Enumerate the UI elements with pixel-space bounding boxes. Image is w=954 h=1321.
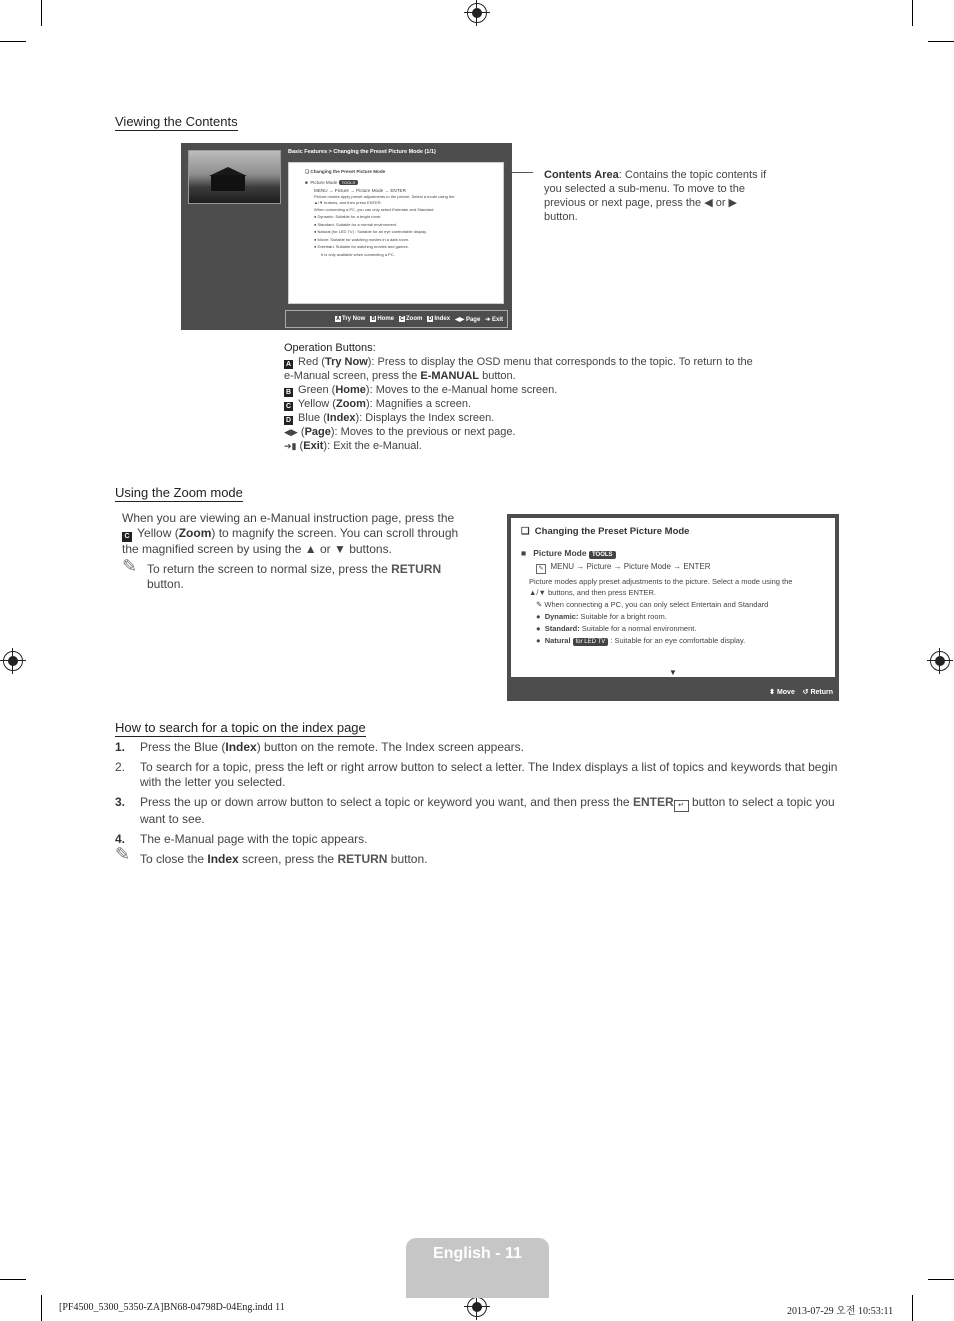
home-button[interactable]: B Home <box>371 316 395 322</box>
zoom-footer-bar <box>769 688 833 696</box>
index-button[interactable]: D Index <box>428 316 451 322</box>
pencil-note-icon: ✎ <box>115 844 131 864</box>
operation-bar <box>285 310 508 328</box>
emanual-screen-example <box>181 143 512 330</box>
registration-mark-icon <box>467 1297 487 1317</box>
zoom-note: ✎ To return the screen to normal size, press the RETURN button. <box>122 556 442 591</box>
zoomed-screen-example <box>507 514 839 701</box>
remote-icon: ✎ <box>536 564 546 574</box>
scroll-down-icon[interactable]: ▼ <box>669 668 677 677</box>
crop-mark <box>912 0 913 26</box>
step-item: 2. To search for a topic, press the left or right arrow button to select a letter. The Index displays a list of topics and keywords that begin with the letter you selected. <box>115 760 838 789</box>
mode-bullet: ● Natural (for LED TV) : Suitable for an eye comfortable display. <box>314 229 427 235</box>
exit-button-desc: ➔▮ (Exit): Exit the e-Manual. <box>284 440 422 452</box>
left-right-arrow-icon: ◀▶ <box>284 427 298 437</box>
crop-mark <box>928 41 954 42</box>
callout-line <box>511 172 533 173</box>
desc-line: Picture modes apply preset adjustments to the picture. Select a mode using the <box>529 577 793 586</box>
green-button-desc: B Green (Home): Moves to the e-Manual home screen. <box>285 384 558 396</box>
page-button[interactable]: ◀▶ Page <box>455 316 481 323</box>
blue-button-desc: D Blue (Index): Displays the Index screen. <box>285 412 495 424</box>
breadcrumb: Basic Features > Changing the Preset Picture Mode (1/1) <box>288 149 436 155</box>
mode-bullet: ● Standard: Suitable for a normal environment. <box>314 221 398 227</box>
operation-buttons-list <box>284 341 764 453</box>
step-item: 3. Press the up or down arrow button to select a topic or keyword you want, and then press the ENTER ↵ button to select a topic you want to see. <box>115 795 835 826</box>
crop-mark <box>912 1295 913 1321</box>
note-icon: ✎ <box>536 600 543 609</box>
exit-button[interactable]: ➔ Exit <box>485 316 503 323</box>
operation-title: Operation Buttons: <box>284 342 376 354</box>
red-button-desc: A Red (Try Now): Press to display the OSD menu that corresponds to the topic. To return to the e-Manual screen, press the E-MANUAL button. <box>284 356 753 382</box>
mode-bullet: ● Standard: Suitable for a normal environment. <box>536 624 697 633</box>
mode-bullet: ● Dynamic: Suitable for a bright room. <box>536 612 667 621</box>
section-title-zoom: Using the Zoom mode <box>115 485 243 500</box>
pc-note: When connecting a PC, you can only select Entertain and Standard. <box>314 207 435 213</box>
desc-line: Picture modes apply preset adjustments to the picture. Select a mode using the <box>314 194 455 200</box>
registration-mark-icon <box>467 3 487 23</box>
crop-mark <box>0 1279 26 1280</box>
picture-mode-item: ■ Picture Mode TOOLS <box>521 547 835 560</box>
step-item: 1. Press the Blue (Index) button on the remote. The Index screen appears. <box>115 740 524 754</box>
mode-bullet: ● Entertain: Suitable for watching movies and games. <box>314 244 409 250</box>
return-button[interactable]: ↺ Return <box>802 689 833 696</box>
picture-mode-item: ■ Picture Mode TOOLS <box>305 179 503 187</box>
sub-note: It is only available when connecting a PC. <box>321 251 395 257</box>
contents-area-description: Contents Area: Contains the topic contents if you selected a sub-menu. To move to the previous or next page, press the ◀ or ▶ button. <box>544 169 767 223</box>
section-title-index: How to search for a topic on the index page <box>115 720 366 735</box>
mode-bullet: ● Movie: Suitable for watching movies in a dark room. <box>314 236 410 242</box>
desc-line: ▲/▼ buttons, and then press ENTER. <box>529 588 656 597</box>
file-slug: [PF4500_5300_5350-ZA]BN68-04798D-04Eng.indd 11 <box>59 1302 285 1313</box>
topic-heading: ❑ Changing the Preset Picture Mode <box>521 526 690 537</box>
registration-mark-icon <box>930 651 950 671</box>
enter-icon: ↵ <box>674 800 689 812</box>
try-now-button[interactable]: A Try Now <box>336 316 366 322</box>
menu-path: ✎ MENU → Picture → Picture Mode → ENTER <box>521 560 835 574</box>
callout-line <box>511 159 512 173</box>
section-title-viewing: Viewing the Contents <box>115 114 238 129</box>
crop-mark <box>41 0 42 26</box>
zoom-description: When you are viewing an e-Manual instruction page, press the C Yellow (Zoom) to magnify the screen. You can scroll through the magnified screen by using the ▲ or ▼ buttons. <box>122 511 459 556</box>
date-slug: 2013-07-29 오전 10:53:11 <box>787 1306 894 1317</box>
topic-heading: ❑ Changing the Preset Picture Mode <box>305 169 386 174</box>
crop-mark <box>41 1295 42 1321</box>
exit-icon: ➔▮ <box>284 441 297 451</box>
thumbnail-image <box>188 150 281 204</box>
contents-area <box>288 162 504 304</box>
zoom-button[interactable]: C Zoom <box>400 316 423 322</box>
menu-path: MENU → Picture → Picture Mode → ENTER <box>314 187 406 193</box>
mode-bullet: ● Dynamic: Suitable for a bright room. <box>314 214 382 220</box>
pc-note: ✎ When connecting a PC, you can only select Entertain and Standard <box>536 600 769 609</box>
pencil-note-icon: ✎ <box>122 556 138 576</box>
registration-mark-icon <box>3 651 23 671</box>
index-note: ✎ To close the Index screen, press the RETURN button. <box>115 844 428 866</box>
move-button[interactable]: ⬍ Move <box>769 689 795 696</box>
mode-bullet: ● Natural for LED TV : Suitable for an eye comfortable display. <box>536 636 746 645</box>
step-item: 4. The e-Manual page with the topic appears. <box>115 832 368 846</box>
page-button-desc: ◀▶ (Page): Moves to the previous or next page. <box>284 426 516 438</box>
crop-mark <box>0 41 26 42</box>
zoomed-contents-area <box>511 518 835 677</box>
yellow-button-desc: C Yellow (Zoom): Magnifies a screen. <box>285 398 472 410</box>
page-number-badge: English - 11 <box>406 1238 549 1298</box>
crop-mark <box>928 1279 954 1280</box>
index-steps <box>115 740 840 867</box>
desc-line: ▲/▼ buttons, and then press ENTER. <box>314 200 382 206</box>
